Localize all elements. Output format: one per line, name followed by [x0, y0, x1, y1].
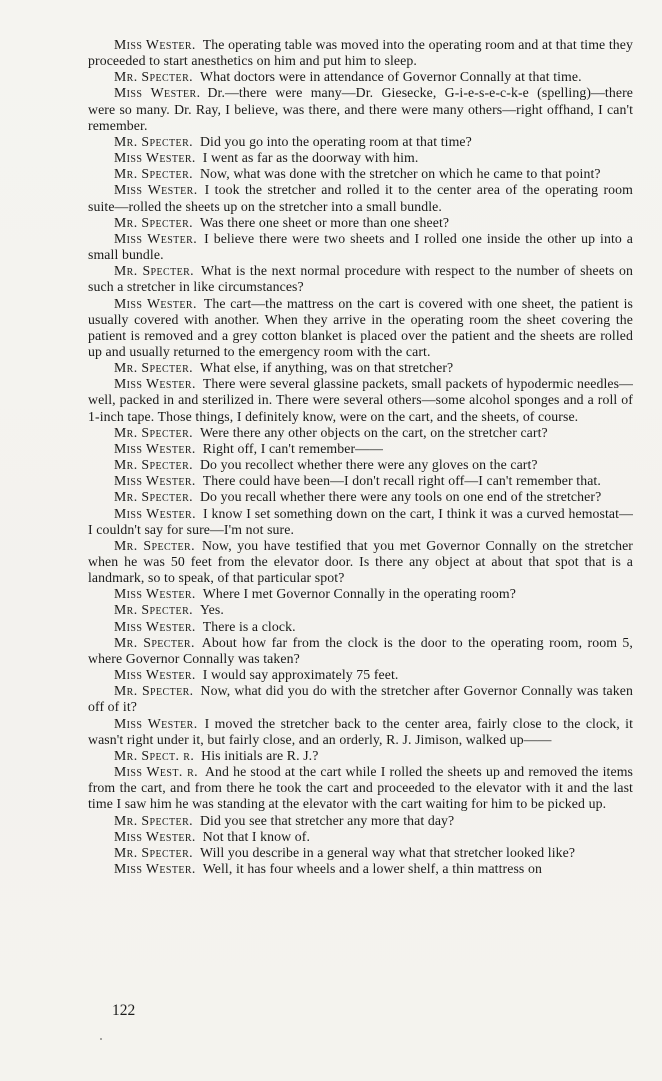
speaker-name: Miss Wester.	[114, 230, 198, 246]
testimony-paragraph	[88, 150, 633, 166]
speech-text: There were several glassine packets, small packets of hypodermic needles—well, packed in and sterilized in. There were several others—some alcohol sponges and a roll of 1-inch tape. Those things, I definitely know, were on the cart, and the sheets, of course.	[88, 376, 633, 424]
speech-text: His initials are R. J.?	[194, 747, 319, 763]
testimony-paragraph	[88, 748, 633, 764]
speech-text: I took the stretcher and rolled it to the center area of the operating room suite—rolled the sheets up on the stretcher into a small bundle.	[88, 182, 633, 214]
speech-text: And he stood at the cart while I rolled the sheets up and removed the items from the cart, and from there he took the cart and proceeded to the elevator with it and the last time I saw him he was standing at the elevator with the cart waiting for him to be picked up.	[88, 764, 633, 812]
testimony-paragraph	[88, 457, 633, 473]
speech-text: Yes.	[193, 602, 224, 618]
speaker-name: Miss Wester.	[114, 667, 196, 683]
speaker-name: Miss Wester.	[114, 828, 196, 844]
speaker-name: Mr. Specter.	[114, 214, 193, 230]
speech-text: About how far from the clock is the door to the operating room, room 5, where Governor Connally was taken?	[88, 634, 633, 666]
testimony-paragraph	[88, 425, 633, 441]
speech-text: Do you recall whether there were any tools on one end of the stretcher?	[193, 489, 602, 505]
testimony-paragraph	[88, 85, 633, 133]
testimony-paragraph	[88, 376, 633, 424]
speaker-name: Mr. Specter.	[114, 812, 193, 828]
speaker-name: Miss Wester.	[114, 860, 196, 876]
testimony-paragraph	[88, 506, 633, 538]
speaker-name: Miss Wester.	[114, 37, 196, 52]
speech-text: Do you recollect whether there were any gloves on the cart?	[193, 457, 538, 473]
testimony-paragraph	[88, 538, 633, 586]
testimony-paragraph	[88, 619, 633, 635]
speech-text: Not that I know of.	[195, 828, 311, 844]
speaker-name: Mr. Specter.	[114, 263, 195, 279]
speech-text: The operating table was moved into the operating room and at that time they proceeded to start anesthetics on him and put him to sleep.	[88, 37, 633, 69]
speech-text: Will you describe in a general way what that stretcher looked like?	[193, 844, 576, 860]
speaker-name: Miss Wester.	[114, 586, 196, 602]
speaker-name: Mr. Specter.	[114, 69, 193, 85]
testimony-paragraph	[88, 635, 633, 667]
testimony-paragraph	[88, 667, 633, 683]
speaker-name: Mr. Specter.	[114, 844, 193, 860]
speech-text: Were there any other objects on the cart, on the stretcher cart?	[193, 424, 548, 440]
speech-text: Now, what was done with the stretcher on which he came to that point?	[193, 166, 601, 182]
testimony-paragraph	[88, 764, 633, 812]
speech-text: I believe there were two sheets and I rolled one inside the other up into a small bundle.	[88, 230, 634, 263]
speech-text: Now, what did you do with the stretcher after Governor Connally was taken off of it?	[88, 683, 633, 715]
speaker-name: Mr. Specter.	[114, 602, 193, 618]
testimony-paragraph	[88, 166, 633, 182]
speaker-name: Mr. Specter.	[114, 360, 193, 376]
speaker-name: Mr. Specter.	[114, 166, 193, 182]
speech-text: I went as far as the doorway with him.	[195, 150, 419, 166]
scan-artifact-dot	[100, 1038, 102, 1040]
speech-text: Well, it has four wheels and a lower shelf, a thin mattress on	[195, 860, 542, 876]
speaker-name: Mr. Specter.	[114, 634, 195, 650]
speech-text: What doctors were in attendance of Governor Connally at that time.	[193, 69, 582, 85]
testimony-paragraph	[88, 602, 633, 618]
speech-text: I moved the stretcher back to the center area, fairly close to the clock, it wasn't right under it, but fairly close, and an orderly, R. J. Jimison, walked up——	[88, 715, 634, 747]
speaker-name: Miss Wester.	[114, 85, 201, 101]
testimony-paragraph	[88, 215, 633, 231]
speech-text: Was there one sheet or more than one sheet?	[193, 214, 450, 230]
testimony-paragraph	[88, 861, 633, 877]
speech-text: Did you see that stretcher any more that day?	[193, 812, 455, 828]
testimony-paragraph	[88, 683, 633, 715]
testimony-paragraph	[88, 296, 633, 361]
speech-text: The cart—the mattress on the cart is covered with one sheet, the patient is usually covered with another. When they arrive in the operating room the sheet covering the patient is removed and a grey cotton blanket is placed over the patient and the sheets are rolled up and usually returned to the emergency room with the cart.	[88, 295, 633, 359]
testimony-paragraph	[88, 231, 633, 263]
speech-text: What else, if anything, was on that stretcher?	[193, 360, 454, 376]
speaker-name: Mr. Specter.	[114, 133, 193, 149]
speech-text: Right off, I can't remember——	[195, 440, 383, 456]
speaker-name: Miss Wester.	[114, 182, 198, 198]
speech-text: What is the next normal procedure with respect to the number of sheets on such a stretcher in like circumstances?	[88, 263, 633, 295]
testimony-paragraph	[88, 829, 633, 845]
testimony-paragraph	[88, 182, 633, 214]
testimony-paragraph	[88, 441, 633, 457]
testimony-paragraph	[88, 586, 633, 602]
page-number: 122	[112, 1002, 136, 1019]
testimony-paragraph	[88, 813, 633, 829]
testimony-paragraph	[88, 473, 633, 489]
testimony-text	[88, 37, 633, 877]
testimony-paragraph	[88, 263, 633, 295]
testimony-paragraph	[88, 37, 633, 69]
speaker-name: Mr. Specter.	[114, 489, 193, 505]
speaker-name: Mr. Specter.	[114, 537, 195, 553]
speech-text: Where I met Governor Connally in the operating room?	[195, 586, 516, 602]
speech-text: I would say approximately 75 feet.	[195, 667, 399, 683]
testimony-paragraph	[88, 489, 633, 505]
testimony-paragraph	[88, 134, 633, 150]
testimony-paragraph	[88, 845, 633, 861]
speaker-name: Miss Wester.	[114, 473, 196, 489]
speech-text: Now, you have testified that you met Governor Connally on the stretcher when he was 50 feet from the elevator door. Is there any object at about that spot that is a landmark, so to speak, of that particular spot?	[88, 537, 633, 586]
speech-text: There is a clock.	[195, 618, 296, 634]
speaker-name: Miss Wester.	[114, 618, 196, 634]
testimony-paragraph	[88, 69, 633, 85]
speaker-name: Miss Wester.	[114, 150, 196, 166]
speech-text: I know I set something down on the cart, I think it was a curved hemostat—I couldn't say for sure—I'm not sure.	[88, 505, 633, 537]
speech-text: There could have been—I don't recall right off—I can't remember that.	[195, 473, 601, 489]
speaker-name: Miss Wester.	[114, 295, 197, 311]
speech-text: Dr.—there were many—Dr. Giesecke, G-i-e-s-e-c-k-e (spelling)—there were so many. Dr. Ray, I believe, was there, and there were many others—right offhand, I can't remember.	[88, 85, 633, 133]
speaker-name: Miss West. r.	[114, 764, 198, 780]
speaker-name: Miss Wester.	[114, 376, 196, 392]
testimony-paragraph	[88, 716, 633, 748]
speech-text: Did you go into the operating room at that time?	[193, 133, 472, 149]
speaker-name: Miss Wester.	[114, 715, 198, 731]
testimony-paragraph	[88, 360, 633, 376]
speaker-name: Mr. Spect. r.	[114, 747, 195, 763]
speaker-name: Miss Wester.	[114, 505, 196, 521]
speaker-name: Mr. Specter.	[114, 424, 193, 440]
speaker-name: Mr. Specter.	[114, 457, 193, 473]
speaker-name: Miss Wester.	[114, 440, 196, 456]
speaker-name: Mr. Specter.	[114, 683, 194, 699]
